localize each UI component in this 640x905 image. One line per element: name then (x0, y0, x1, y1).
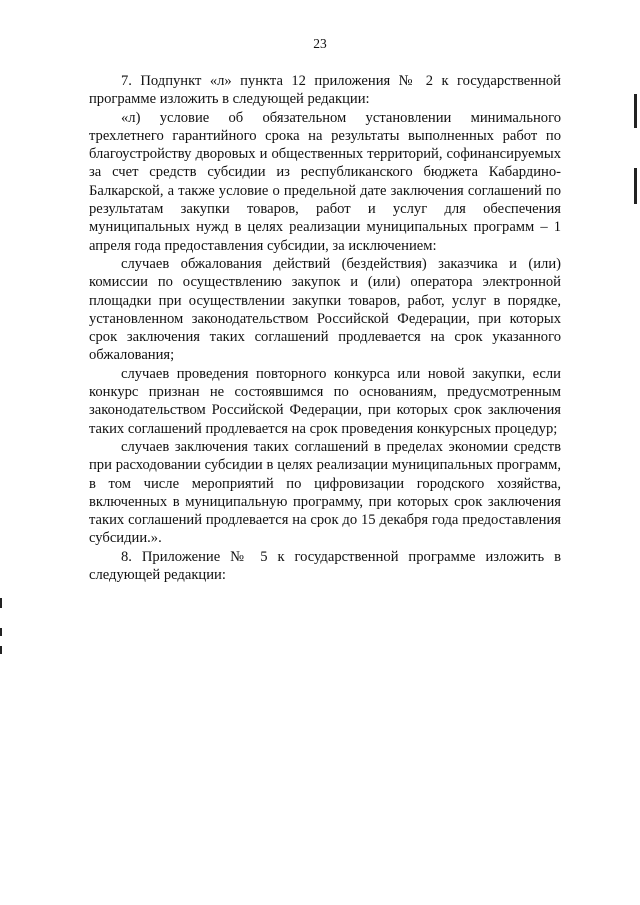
scan-edge-mark-left-3 (0, 646, 2, 654)
page-number: 23 (313, 36, 327, 51)
document-body (89, 72, 561, 584)
scan-edge-mark-right-middle (634, 168, 637, 204)
scan-edge-mark-right-top (634, 94, 637, 128)
paragraph-item-8: 8. Приложение № 5 к государственной программе изложить в следующей редакции: (89, 548, 561, 584)
paragraph-subpoint-l: «л) условие об обязательном установлении минимального трехлетнего гарантийного срока на результаты выполненных работ по благоустройству дворовых и общественных территорий, софинансируемых за счет средств субсидии из республиканского бюджета Кабардино-Балкарской, а также условие о предельной дате заключения соглашений по результатам закупки товаров, работ и услуг для обеспечения муниципальных нужд в целях реализации муниципальных программ – 1 апреля года предоставления субсидии, за исключением: (89, 109, 561, 254)
scan-edge-mark-left-1 (0, 598, 2, 608)
scan-edge-mark-left-2 (0, 628, 2, 636)
paragraph-exception-savings: случаев заключения таких соглашений в пределах экономии средств при расходовании субсидии в целях реализации муниципальных программ, в том числе мероприятий по цифровизации городского хозяйства, включенных в муниципальную программу, при которых срок заключения таких соглашений продлевается на срок до 15 декабря года предоставления субсидии.». (89, 438, 561, 547)
paragraph-exception-retender: случаев проведения повторного конкурса или новой закупки, если конкурс признан не состоявшимся по основаниям, предусмотренным законодательством Российской Федерации, при которых срок заключения таких соглашений продлевается на срок проведения конкурсных процедур; (89, 365, 561, 437)
paragraph-exception-appeal: случаев обжалования действий (бездействия) заказчика и (или) комиссии по осуществлению закупок и (или) оператора электронной площадки при осуществлении закупки товаров, работ, услуг в порядке, установленном законодательством Российской Федерации, при которых срок заключения таких соглашений продлевается на срок указанного обжалования; (89, 255, 561, 364)
paragraph-item-7: 7. Подпункт «л» пункта 12 приложения № 2 к государственной программе изложить в следующей редакции: (89, 73, 561, 108)
